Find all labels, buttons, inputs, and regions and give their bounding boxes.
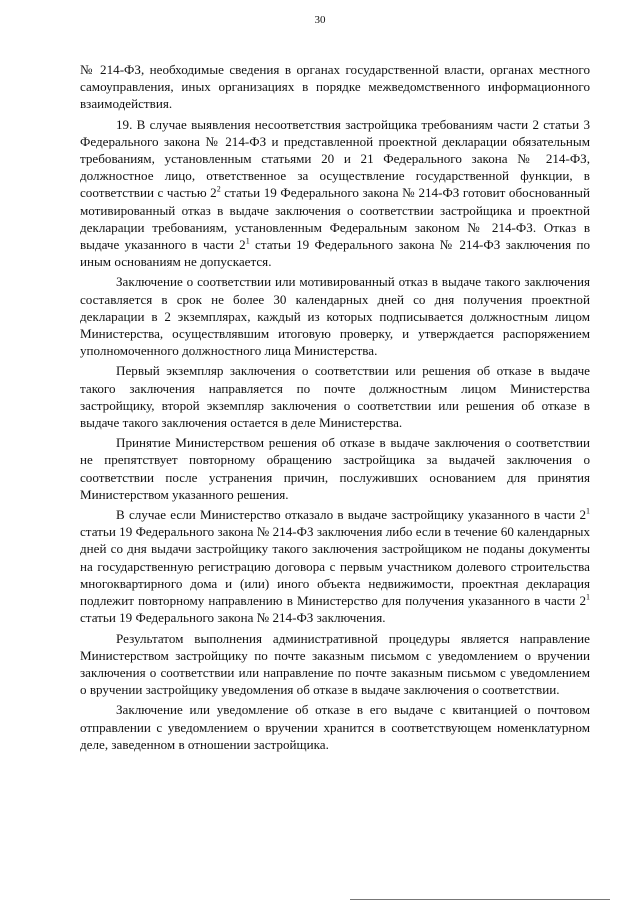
document-body xyxy=(80,61,590,756)
superscript: 1 xyxy=(586,506,590,516)
superscript: 1 xyxy=(586,592,590,602)
paragraph-text: В случае если Министерство отказало в выдаче застройщику указанного в части 2 xyxy=(116,507,586,523)
page-number: 30 xyxy=(314,14,326,26)
paragraph-refusal-decision xyxy=(80,434,590,503)
paragraph-text: Результатом выполнения административной процедуры является направление Министерством застройщику по почте заказным письмом с уведомлением о вручении заключения о соответствии или направление по почте заказным письмом с уведомлением о вручении застройщику уведомления об отказе в выдаче заключения о соответствии. xyxy=(80,630,590,698)
superscript: 2 xyxy=(216,185,221,195)
paragraph-first-copy xyxy=(80,362,590,431)
paragraph-storage xyxy=(80,701,590,753)
paragraph-text: 19. В случае выявления несоответствия застройщика требованиям части 2 статьи 3 Федерального закона № 214-ФЗ и представленной проектной декларации обязательным требованиям, установленным статьями 20 и 21 Федерального закона № 214-ФЗ, должностное лицо, ответственное за осуществление государственной функции, в соответствии с частью 2 xyxy=(80,116,590,201)
paragraph-text: Принятие Министерством решения об отказе в выдаче заключения о соответствии не препятствует повторному обращению застройщика за выдачей заключения о соответствии после устранения причин, послуживших основанием для принятия Министерством указанного решения. xyxy=(80,435,590,502)
paragraph-text: Заключение или уведомление об отказе в его выдаче с квитанцией о почтовом отправлении с уведомлением о вручении хранится в соответствующем номенклатурном деле, заведенном в отношении застройщика. xyxy=(80,702,590,752)
paragraph-text: № 214-ФЗ, необходимые сведения в органах государственной власти, органах местного самоуправления, иных организациях в порядке межведомственного информационного взаимодействия. xyxy=(80,62,590,112)
paragraph-text: статьи 19 Федерального закона № 214-ФЗ заключения либо если в течение 60 календарных дней со дня выдачи застройщику такого заключения застройщиком не поданы документы на государственную регистрацию договора с первым участником долевого строительства многоквартирного дома и (или) иного объекта недвижимости, проектная декларация подлежит повторному направлению в Министерство для получения указанного в части 2 xyxy=(80,524,590,609)
paragraph-clause-19 xyxy=(80,116,590,271)
paragraph-text: Первый экземпляр заключения о соответствии или решения об отказе в выдаче такого заключения направляется по почте должностным лицом Министерства застройщику, второй экземпляр заключения о соответствии или решения об отказе в выдаче такого заключения остается в деле Министерства. xyxy=(80,363,590,431)
superscript: 1 xyxy=(245,236,250,246)
scan-edge-line xyxy=(350,899,610,900)
paragraph-refusal-case xyxy=(80,506,590,626)
paragraph-text: статьи 19 Федерального закона № 214-ФЗ заключения. xyxy=(80,610,386,626)
paragraph-conclusion-term xyxy=(80,273,590,359)
paragraph-continuation xyxy=(80,61,590,113)
paragraph-result xyxy=(80,630,590,699)
paragraph-text: Заключение о соответствии или мотивированный отказ в выдаче такого заключения составляется в срок не более 30 календарных дней со дня получения проектной декларации в 2 экземплярах, каждый из которых подписывается должностным лицом Министерства, осуществлявшим итоговую проверку, и утверждается распоряжением уполномоченного должностного лица Министерства. xyxy=(80,274,590,359)
paragraph-text: статьи 19 Федерального закона № 214-ФЗ заключения по иным основаниям не допускается. xyxy=(80,237,591,270)
paragraph-text: статьи 19 Федерального закона № 214-ФЗ готовит обоснованный мотивированный отказ в выдаче заключения о соответствии застройщика и проектной декларации требованиям, установленным Федеральным законом № 214-ФЗ. Отказ в выдаче указанного в части 2 xyxy=(80,185,590,253)
